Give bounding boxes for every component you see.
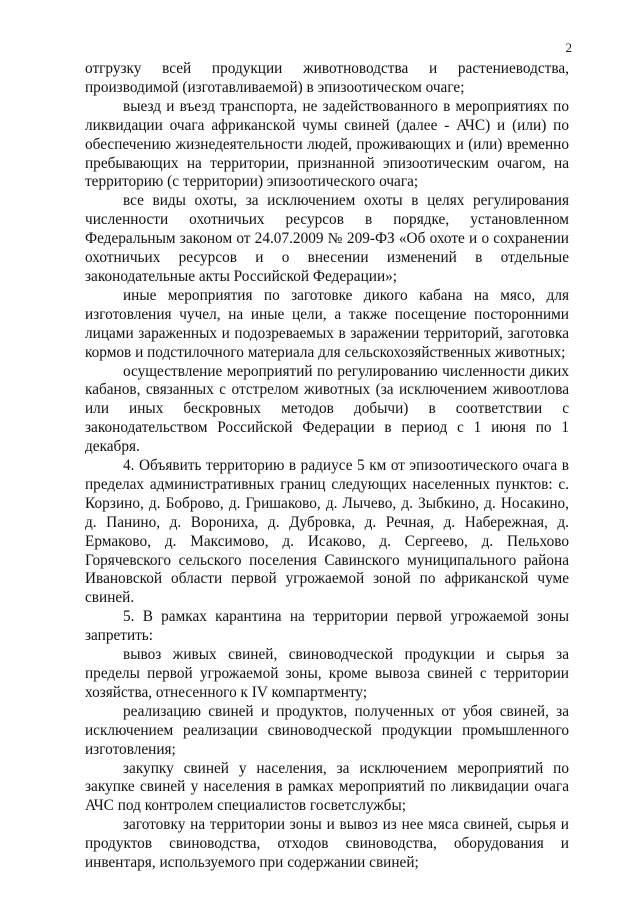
paragraph-pig-export-ban: вывоз живых свиней, свиноводческой продукции и сырья за пределы первой угрожаемой зоны, кроме вывоза свиней с территории хозяйства, отнесенного к IV компартменту; (85, 646, 569, 701)
paragraph-hunting-ban: все виды охоты, за исключением охоты в целях регулирования численности охотничьих ресурсов в порядке, установленном Федеральным законом от 24.07.2009 № 209-ФЗ «Об охоте и о сохранении охотничьих ресурсов и о внесении изменений в отдельные законодательные акты Российской Федерации»; (85, 192, 569, 285)
paragraph-item-5-prohibitions: 5. В рамках карантина на территории первой угрожаемой зоны запретить: (85, 608, 569, 645)
paragraph-pig-purchase-ban: закупку свиней у населения, за исключением мероприятий по закупке свиней у населения в рамках мероприятий по ликвидации очага АЧС под контролем специалистов госветслужбы; (85, 759, 569, 815)
paragraph-item-4-threat-zone: 4. Объявить территорию в радиусе 5 км от эпизоотического очага в пределах административных границ следующих населенных пунктов: с. Корзино, д. Боброво, д. Гришаково, д. Лычево, д. Зыбкино, д. Носакино, д. Панино, д. Ворониха, д. Дубровка, д. Речная, д. Набережная, д. Ермаково, д. Максимово, д. Исаково, д. Сергеево, д. Пельхово Горячевского сельского поселения Савинского муниципального района Ивановской области первой угрожаемой зоной по африканской чуме свиней. (85, 457, 569, 607)
paragraph-shipment-ban: отгрузку всей продукции животноводства и растениеводства, производимой (изготавливаемой) в эпизоотическом очаге; (85, 60, 569, 96)
paragraph-pig-sale-ban: реализацию свиней и продуктов, полученных от убоя свиней, за исключением реализации свиноводческой продукции промышленного изготовления; (85, 702, 569, 758)
paragraph-boar-harvest-ban: иные мероприятия по заготовке дикого кабана на мясо, для изготовления чучел, на иные цели, а также посещение посторонними лицами зараженных и подозреваемых в заражении территорий, заготовка кормов и подстилочного материала для сельскохозяйственных животных; (85, 286, 569, 361)
paragraph-pork-procurement-ban: заготовку на территории зоны и вывоз из нее мяса свиней, сырья и продуктов свиноводства, отходов свиноводства, оборудования и инвентаря, используемого при содержании свиней; (85, 816, 569, 872)
page-number: 2 (565, 40, 572, 55)
document-body (85, 60, 569, 873)
paragraph-transport-ban: выезд и въезд транспорта, не задействованного в мероприятиях по ликвидации очага африканской чумы свиней (далее - АЧС) и (или) по обеспечению жизнедеятельности людей, проживающих и (или) временно пребывающих на территории, признанной эпизоотическим очагом, на территорию (с территории) эпизоотического очага; (85, 97, 569, 191)
paragraph-boar-population-control: осуществление мероприятий по регулированию численности диких кабанов, связанных с отстрелом животных (за исключением живоотлова или иных бескровных методов добычи) в соответствии с законодательством Российской Федерации в период с 1 июня по 1 декабря. (85, 362, 569, 456)
